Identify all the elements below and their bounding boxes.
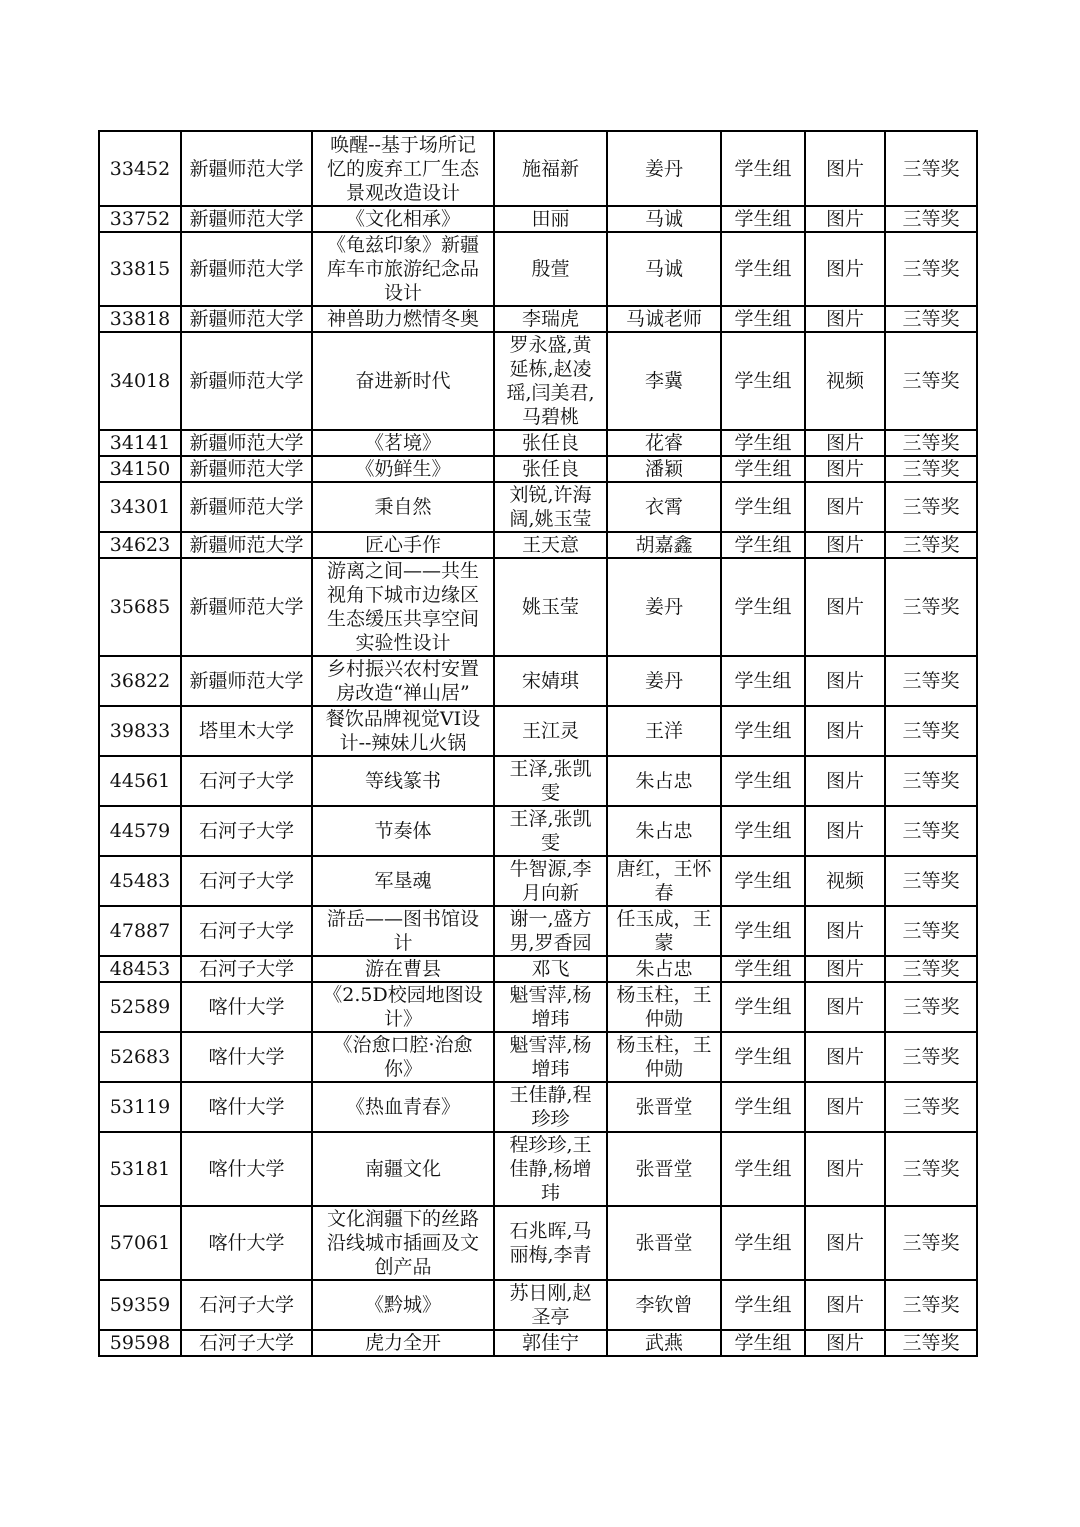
advisor: 胡嘉鑫 xyxy=(607,532,721,558)
work-title: 《龟兹印象》新疆 库车市旅游纪念品 设计 xyxy=(312,232,494,306)
group: 学生组 xyxy=(721,558,805,656)
work-title: 《茗境》 xyxy=(312,430,494,456)
work-type: 图片 xyxy=(805,206,885,232)
entry-id: 44579 xyxy=(99,806,181,856)
authors: 宋婧琪 xyxy=(494,656,607,706)
work-type: 图片 xyxy=(805,1082,885,1132)
work-title: 军垦魂 xyxy=(312,856,494,906)
work-title: 秉自然 xyxy=(312,482,494,532)
award-level: 三等奖 xyxy=(885,1206,977,1280)
group: 学生组 xyxy=(721,332,805,430)
group: 学生组 xyxy=(721,982,805,1032)
table-row xyxy=(99,1132,977,1206)
entry-id: 59359 xyxy=(99,1280,181,1330)
group: 学生组 xyxy=(721,532,805,558)
entry-id: 35685 xyxy=(99,558,181,656)
authors: 王泽,张凯 雯 xyxy=(494,806,607,856)
group: 学生组 xyxy=(721,1132,805,1206)
authors: 张任良 xyxy=(494,456,607,482)
authors: 邓飞 xyxy=(494,956,607,982)
work-title: 《热血青春》 xyxy=(312,1082,494,1132)
work-title: 《黔城》 xyxy=(312,1280,494,1330)
authors: 殷萱 xyxy=(494,232,607,306)
work-title: 乡村振兴农村安置 房改造“禅山居” xyxy=(312,656,494,706)
table-row xyxy=(99,856,977,906)
advisor: 姜丹 xyxy=(607,656,721,706)
advisor: 姜丹 xyxy=(607,131,721,206)
advisor: 张晋堂 xyxy=(607,1206,721,1280)
entry-id: 33818 xyxy=(99,306,181,332)
award-level: 三等奖 xyxy=(885,482,977,532)
group: 学生组 xyxy=(721,756,805,806)
table-row xyxy=(99,806,977,856)
group: 学生组 xyxy=(721,806,805,856)
award-level: 三等奖 xyxy=(885,430,977,456)
work-type: 图片 xyxy=(805,232,885,306)
group: 学生组 xyxy=(721,856,805,906)
school: 喀什大学 xyxy=(181,1206,312,1280)
table-row xyxy=(99,482,977,532)
table-row xyxy=(99,131,977,206)
work-title: 《2.5D校园地图设 计》 xyxy=(312,982,494,1032)
group: 学生组 xyxy=(721,482,805,532)
award-level: 三等奖 xyxy=(885,856,977,906)
entry-id: 33815 xyxy=(99,232,181,306)
authors: 罗永盛,黄 延栋,赵凌 瑶,闫美君, 马碧桃 xyxy=(494,332,607,430)
table-row xyxy=(99,456,977,482)
table-row xyxy=(99,558,977,656)
group: 学生组 xyxy=(721,1206,805,1280)
work-title: 神兽助力燃情冬奥 xyxy=(312,306,494,332)
school: 石河子大学 xyxy=(181,806,312,856)
award-level: 三等奖 xyxy=(885,332,977,430)
table-row xyxy=(99,982,977,1032)
award-level: 三等奖 xyxy=(885,206,977,232)
table-row xyxy=(99,206,977,232)
entry-id: 45483 xyxy=(99,856,181,906)
work-title: 节奏体 xyxy=(312,806,494,856)
award-level: 三等奖 xyxy=(885,806,977,856)
work-type: 图片 xyxy=(805,706,885,756)
group: 学生组 xyxy=(721,1032,805,1082)
table-row xyxy=(99,956,977,982)
award-level: 三等奖 xyxy=(885,1132,977,1206)
entry-id: 34623 xyxy=(99,532,181,558)
work-title: 南疆文化 xyxy=(312,1132,494,1206)
advisor: 唐红，王怀 春 xyxy=(607,856,721,906)
entry-id: 53119 xyxy=(99,1082,181,1132)
advisor: 姜丹 xyxy=(607,558,721,656)
work-title: 等线篆书 xyxy=(312,756,494,806)
school: 喀什大学 xyxy=(181,982,312,1032)
school: 新疆师范大学 xyxy=(181,206,312,232)
award-table-body xyxy=(99,131,977,1356)
group: 学生组 xyxy=(721,232,805,306)
advisor: 潘颖 xyxy=(607,456,721,482)
award-level: 三等奖 xyxy=(885,1280,977,1330)
advisor: 马诚 xyxy=(607,232,721,306)
entry-id: 44561 xyxy=(99,756,181,806)
table-row xyxy=(99,232,977,306)
group: 学生组 xyxy=(721,206,805,232)
entry-id: 47887 xyxy=(99,906,181,956)
authors: 谢一,盛方 男,罗香园 xyxy=(494,906,607,956)
work-title: 匠心手作 xyxy=(312,532,494,558)
school: 新疆师范大学 xyxy=(181,232,312,306)
award-level: 三等奖 xyxy=(885,532,977,558)
school: 新疆师范大学 xyxy=(181,532,312,558)
advisor: 马诚老师 xyxy=(607,306,721,332)
authors: 王天意 xyxy=(494,532,607,558)
school: 新疆师范大学 xyxy=(181,306,312,332)
table-row xyxy=(99,1330,977,1356)
school: 新疆师范大学 xyxy=(181,482,312,532)
award-level: 三等奖 xyxy=(885,656,977,706)
table-row xyxy=(99,430,977,456)
award-level: 三等奖 xyxy=(885,232,977,306)
work-title: 《奶鲜生》 xyxy=(312,456,494,482)
group: 学生组 xyxy=(721,656,805,706)
work-title: 餐饮品牌视觉VI设 计--辣妹儿火锅 xyxy=(312,706,494,756)
work-type: 图片 xyxy=(805,482,885,532)
work-title: 游离之间——共生 视角下城市边缘区 生态缓压共享空间 实验性设计 xyxy=(312,558,494,656)
group: 学生组 xyxy=(721,906,805,956)
advisor: 朱占忠 xyxy=(607,806,721,856)
advisor: 张晋堂 xyxy=(607,1132,721,1206)
work-title: 《治愈口腔·治愈 你》 xyxy=(312,1032,494,1082)
work-type: 图片 xyxy=(805,1132,885,1206)
school: 新疆师范大学 xyxy=(181,332,312,430)
school: 塔里木大学 xyxy=(181,706,312,756)
school: 新疆师范大学 xyxy=(181,131,312,206)
entry-id: 33752 xyxy=(99,206,181,232)
table-row xyxy=(99,906,977,956)
school: 石河子大学 xyxy=(181,906,312,956)
authors: 魁雪萍,杨 增玮 xyxy=(494,982,607,1032)
entry-id: 36822 xyxy=(99,656,181,706)
work-title: 虎力全开 xyxy=(312,1330,494,1356)
advisor: 花睿 xyxy=(607,430,721,456)
work-type: 图片 xyxy=(805,131,885,206)
work-type: 图片 xyxy=(805,456,885,482)
authors: 姚玉莹 xyxy=(494,558,607,656)
authors: 石兆晖,马 丽梅,李青 xyxy=(494,1206,607,1280)
school: 石河子大学 xyxy=(181,1280,312,1330)
work-title: 唤醒--基于场所记 忆的废弃工厂生态 景观改造设计 xyxy=(312,131,494,206)
authors: 王泽,张凯 雯 xyxy=(494,756,607,806)
work-type: 图片 xyxy=(805,656,885,706)
advisor: 武燕 xyxy=(607,1330,721,1356)
entry-id: 39833 xyxy=(99,706,181,756)
entry-id: 48453 xyxy=(99,956,181,982)
advisor: 杨玉柱，王 仲勋 xyxy=(607,982,721,1032)
authors: 田丽 xyxy=(494,206,607,232)
award-level: 三等奖 xyxy=(885,706,977,756)
group: 学生组 xyxy=(721,430,805,456)
work-type: 视频 xyxy=(805,856,885,906)
entry-id: 52683 xyxy=(99,1032,181,1082)
work-title: 奋进新时代 xyxy=(312,332,494,430)
advisor: 王洋 xyxy=(607,706,721,756)
work-type: 图片 xyxy=(805,1280,885,1330)
authors: 牛智源,李 月向新 xyxy=(494,856,607,906)
table-row xyxy=(99,1280,977,1330)
group: 学生组 xyxy=(721,1330,805,1356)
authors: 王佳静,程 珍珍 xyxy=(494,1082,607,1132)
work-title: 《文化相承》 xyxy=(312,206,494,232)
advisor: 张晋堂 xyxy=(607,1082,721,1132)
work-type: 图片 xyxy=(805,558,885,656)
group: 学生组 xyxy=(721,956,805,982)
entry-id: 34301 xyxy=(99,482,181,532)
work-type: 图片 xyxy=(805,906,885,956)
school: 石河子大学 xyxy=(181,956,312,982)
award-table xyxy=(98,130,978,1357)
advisor: 朱占忠 xyxy=(607,956,721,982)
school: 新疆师范大学 xyxy=(181,456,312,482)
entry-id: 34141 xyxy=(99,430,181,456)
award-level: 三等奖 xyxy=(885,906,977,956)
entry-id: 53181 xyxy=(99,1132,181,1206)
school: 喀什大学 xyxy=(181,1032,312,1082)
authors: 王江灵 xyxy=(494,706,607,756)
work-type: 图片 xyxy=(805,532,885,558)
advisor: 李冀 xyxy=(607,332,721,430)
authors: 张任良 xyxy=(494,430,607,456)
table-row xyxy=(99,332,977,430)
work-type: 图片 xyxy=(805,1206,885,1280)
award-level: 三等奖 xyxy=(885,756,977,806)
work-title: 滸岳——图书馆设 计 xyxy=(312,906,494,956)
school: 石河子大学 xyxy=(181,856,312,906)
group: 学生组 xyxy=(721,1280,805,1330)
award-level: 三等奖 xyxy=(885,1330,977,1356)
authors: 刘锐,许海 阔,姚玉莹 xyxy=(494,482,607,532)
table-row xyxy=(99,532,977,558)
entry-id: 59598 xyxy=(99,1330,181,1356)
school: 新疆师范大学 xyxy=(181,656,312,706)
group: 学生组 xyxy=(721,131,805,206)
school: 喀什大学 xyxy=(181,1132,312,1206)
table-row xyxy=(99,756,977,806)
work-type: 图片 xyxy=(805,1330,885,1356)
school: 石河子大学 xyxy=(181,1330,312,1356)
work-type: 图片 xyxy=(805,430,885,456)
award-level: 三等奖 xyxy=(885,558,977,656)
school: 石河子大学 xyxy=(181,756,312,806)
advisor: 马诚 xyxy=(607,206,721,232)
entry-id: 33452 xyxy=(99,131,181,206)
table-row xyxy=(99,1032,977,1082)
advisor: 衣霄 xyxy=(607,482,721,532)
school: 新疆师范大学 xyxy=(181,430,312,456)
group: 学生组 xyxy=(721,306,805,332)
table-row xyxy=(99,706,977,756)
award-list-page xyxy=(98,130,976,1357)
authors: 程珍珍,王 佳静,杨增 玮 xyxy=(494,1132,607,1206)
advisor: 朱占忠 xyxy=(607,756,721,806)
award-level: 三等奖 xyxy=(885,982,977,1032)
entry-id: 34150 xyxy=(99,456,181,482)
work-type: 图片 xyxy=(805,982,885,1032)
entry-id: 57061 xyxy=(99,1206,181,1280)
authors: 李瑞虎 xyxy=(494,306,607,332)
advisor: 李钦曾 xyxy=(607,1280,721,1330)
authors: 魁雪萍,杨 增玮 xyxy=(494,1032,607,1082)
entry-id: 34018 xyxy=(99,332,181,430)
authors: 施福新 xyxy=(494,131,607,206)
entry-id: 52589 xyxy=(99,982,181,1032)
advisor: 杨玉柱，王 仲勋 xyxy=(607,1032,721,1082)
authors: 苏日刚,赵 圣亭 xyxy=(494,1280,607,1330)
work-type: 图片 xyxy=(805,806,885,856)
table-row xyxy=(99,1206,977,1280)
award-level: 三等奖 xyxy=(885,1082,977,1132)
table-row xyxy=(99,306,977,332)
work-type: 图片 xyxy=(805,306,885,332)
work-type: 视频 xyxy=(805,332,885,430)
work-type: 图片 xyxy=(805,756,885,806)
award-level: 三等奖 xyxy=(885,306,977,332)
advisor: 任玉成，王 蒙 xyxy=(607,906,721,956)
table-row xyxy=(99,1082,977,1132)
work-type: 图片 xyxy=(805,956,885,982)
award-level: 三等奖 xyxy=(885,131,977,206)
work-type: 图片 xyxy=(805,1032,885,1082)
group: 学生组 xyxy=(721,456,805,482)
work-title: 文化润疆下的丝路 沿线城市插画及文 创产品 xyxy=(312,1206,494,1280)
group: 学生组 xyxy=(721,1082,805,1132)
work-title: 游在曹县 xyxy=(312,956,494,982)
award-level: 三等奖 xyxy=(885,956,977,982)
award-level: 三等奖 xyxy=(885,456,977,482)
school: 喀什大学 xyxy=(181,1082,312,1132)
school: 新疆师范大学 xyxy=(181,558,312,656)
table-row xyxy=(99,656,977,706)
award-level: 三等奖 xyxy=(885,1032,977,1082)
authors: 郭佳宁 xyxy=(494,1330,607,1356)
group: 学生组 xyxy=(721,706,805,756)
